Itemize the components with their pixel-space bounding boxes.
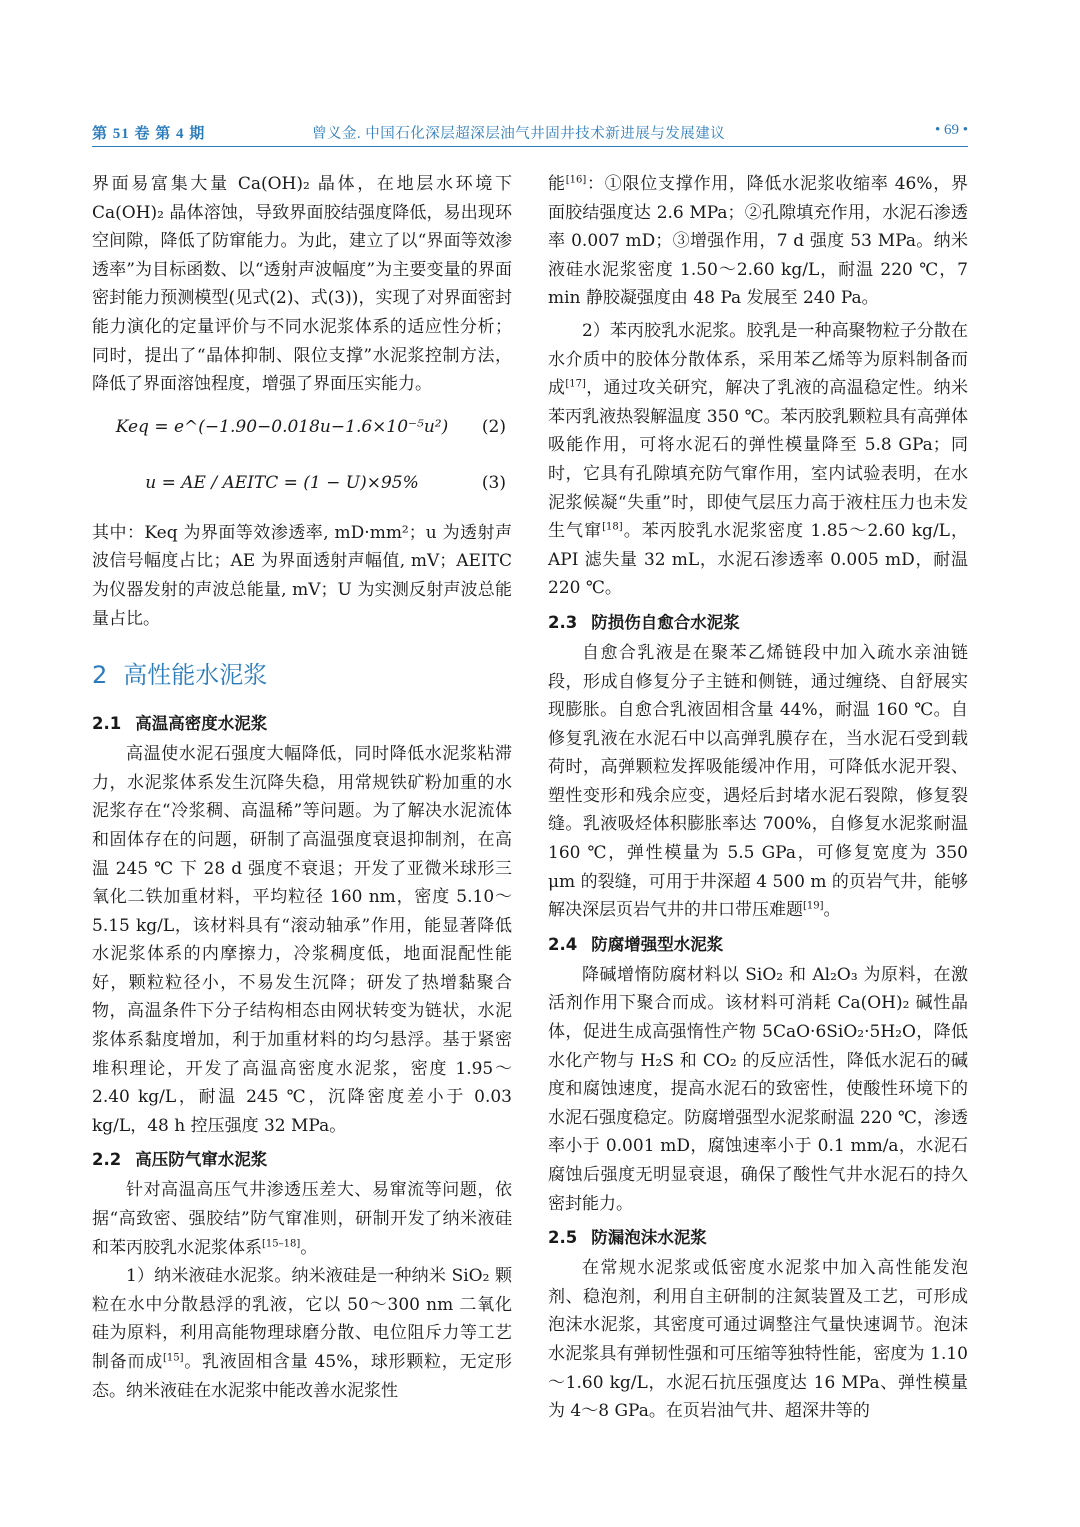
- equation-body: Keq = e^(−1.90−0.018u−1.6×10⁻⁵u²): [115, 416, 449, 437]
- paragraph-text: 。苯丙胶乳水泥浆密度 1.85～2.60 kg/L，API 滤失量 32 mL，水泥石渗透率 0.005 mD，耐温 220 ℃。: [548, 521, 968, 599]
- subsection-title: 高压防气窜水泥浆: [135, 1150, 268, 1170]
- citation: [15–18]: [262, 1237, 301, 1249]
- subsection-title: 高温高密度水泥浆: [135, 714, 268, 734]
- section-number: 2: [92, 661, 108, 690]
- paragraph: [548, 317, 968, 603]
- journal-volume: 第 51 卷 第 4 期: [92, 126, 206, 142]
- citation: [18]: [602, 521, 623, 533]
- running-header: [92, 118, 968, 148]
- equation-number: (3): [481, 472, 506, 493]
- citation: [16]: [565, 174, 587, 186]
- equation-3: [92, 459, 512, 515]
- equation-number: (2): [481, 416, 506, 437]
- section-heading: [92, 655, 512, 690]
- paragraph-text: 自愈合乳液是在聚苯乙烯链段中加入疏水亲油链段，形成自修复分子主链和侧链，通过缠绕、自舒展实现膨胀。自愈合乳液固相含量 44%，耐温 160 ℃。自修复乳液在水泥石中以高弹乳膜存在，当水泥石受到载荷时，高弹颗粒发挥吸能缓冲作用，可降低水泥开裂、塑性变形和残余应变，遇烃后封堵水泥石裂隙，修复裂缝。乳液吸烃体积膨胀率达 700%，自修复水泥浆耐温 160 ℃，弹性模量为 5.5 GPa，可修复宽度为 350 μm 的裂缝，可用于井深超 4 500 m 的页岩气井，能够解决深层页岩气井的井口带压难题: [548, 642, 968, 921]
- running-title: 曾义金. 中国石化深层超深层油气井固井技术新进展与发展建议: [312, 126, 726, 142]
- paragraph: 其中：Keq 为界面等效渗透率, mD·mm²；u 为透射声波信号幅度占比；AE 为界面透射声幅值, mV；AEITC 为仪器发射的声波总能量, mV；U 为实测反射声波总能量占比。: [92, 522, 512, 629]
- paragraph-text: ，通过攻关研究，解决了乳液的高温稳定性。纳米苯丙乳液热裂解温度 350 ℃。苯丙胶乳颗粒具有高弹体吸能作用，可将水泥石的弹性模量降至 5.8 GPa；同时，它具有孔隙填充防气窜作用，室内试验表明，在水泥浆候凝“失重”时，即使气层压力高于液柱压力也未发生气窜: [548, 378, 969, 542]
- paragraph: [92, 1262, 512, 1405]
- subsection-number: 2.2: [92, 1150, 122, 1170]
- subsection-number: 2.3: [548, 612, 578, 632]
- paragraph: 降碱增惰防腐材料以 SiO₂ 和 Al₂O₃ 为原料，在激活剂作用下聚合而成。该材料可消耗 Ca(OH)₂ 碱性晶体，促进生成高强惰性产物 5CaO·6SiO₂·5H₂O，降低水化产物与 H₂S 和 CO₂ 的反应活性，降低水泥石的碱度和腐蚀速度，提高水泥石的致密性，使酸性环境下的水泥石强度稳定。防腐增强型水泥浆耐温 220 ℃，渗透率小于 0.001 mD，腐蚀速率小于 0.1 mm/a，水泥石腐蚀后强度无明显衰退，确保了酸性气井水泥石的持久密封能力。: [548, 964, 968, 1214]
- subsection-title: 防损伤自愈合水泥浆: [591, 612, 740, 632]
- paragraph: [548, 639, 968, 925]
- paragraph-text: 。: [300, 1237, 318, 1258]
- right-column: [548, 170, 968, 1426]
- left-column: [92, 170, 512, 1405]
- paragraph-text: 能: [548, 174, 566, 194]
- paragraph: [92, 1176, 512, 1262]
- paragraph-text: 1）纳米液硅水泥浆。纳米液硅是一种纳米 SiO₂ 颗粒在水中分散悬浮的乳液，它以 50～300 nm 二氧化硅为原料，利用高能物理球磨分散、电位阻斥力等工艺制备而成: [92, 1266, 512, 1372]
- paragraph: 在常规水泥浆或低密度水泥浆中加入高性能发泡剂、稳泡剂，利用自主研制的注氮装置及工艺，可形成泡沫水泥浆，其密度可通过调整注气量快速调节。泡沫水泥浆具有弹韧性强和可压缩等独特性能，密度为 1.10～1.60 kg/L，水泥石抗压强度达 16 MPa、弹性模量为 4～8 GPa。在页岩油气井、超深井等的: [548, 1258, 968, 1422]
- subsection-heading: [92, 1146, 512, 1174]
- paragraph-text: 针对高温高压气井渗透压差大、易窜流等问题，依据“高致密、强胶结”防气窜准则，研制开发了纳米液硅和苯丙胶乳水泥浆体系: [92, 1180, 512, 1258]
- subsection-heading: [548, 1224, 968, 1252]
- subsection-title: 防漏泡沫水泥浆: [591, 1228, 707, 1248]
- citation: [19]: [803, 900, 824, 912]
- subsection-number: 2.1: [92, 714, 122, 734]
- paragraph: 高温使水泥石强度大幅降低，同时降低水泥浆粘滞力，水泥浆体系发生沉降失稳，用常规铁矿粉加重的水泥浆存在“冷浆稠、高温稀”等问题。为了解决水泥流体和固体存在的问题，研制了高温强度衰退抑制剂，在高温 245 ℃ 下 28 d 强度不衰退；开发了亚微米球形三氧化二铁加重材料，平均粒径 160 nm，密度 5.10～5.15 kg/L，该材料具有“滚动轴承”作用，能显著降低水泥浆体系的内摩擦力，冷浆稠度低，地面混配性能好，颗粒粒径小，不易发生沉降；研发了热增黏聚合物，高温条件下分子结构相态由网状转变为链状，水泥浆体系黏度增加，利于加重材料的均匀悬浮。基于紧密堆积理论，开发了高温高密度水泥浆，密度 1.95～2.40 kg/L，耐温 245 ℃，沉降密度差小于 0.03 kg/L，48 h 控压强度 32 MPa。: [92, 744, 512, 1136]
- subsection-number: 2.4: [548, 934, 578, 954]
- paragraph-text: 2）苯丙胶乳水泥浆。胶乳是一种高聚物粒子分散在水介质中的胶体分散体系，采用苯乙烯等为原料制备而成: [548, 320, 968, 399]
- paragraph-text: ：①限位支撑作用，降低水泥浆收缩率 46%，界面胶结强度达 2.6 MPa；②孔隙填充作用，水泥石渗透率 0.007 mD；③增强作用，7 d 强度 53 MPa。纳米液硅水泥浆密度 1.50～2.60 kg/L，耐温 220 ℃，7 min 静胶凝强度由 48 Pa 发展至 240 Pa。: [548, 174, 968, 309]
- equation-2: [92, 403, 512, 459]
- paragraph-text: 。: [823, 900, 841, 921]
- subsection-number: 2.5: [548, 1228, 578, 1248]
- header-rule: [92, 146, 968, 147]
- section-title: 高性能水泥浆: [123, 661, 268, 690]
- page-number: • 69 •: [934, 122, 968, 138]
- subsection-title: 防腐增强型水泥浆: [591, 934, 724, 954]
- paragraph: [548, 170, 968, 313]
- subsection-heading: [92, 710, 512, 738]
- subsection-heading: [548, 931, 968, 959]
- citation: [17]: [565, 378, 586, 390]
- subsection-heading: [548, 609, 968, 637]
- paragraph-text: 。乳液固相含量 45%，球形颗粒，无定形态。纳米液硅在水泥浆中能改善水泥浆性: [92, 1352, 512, 1401]
- paragraph: 界面易富集大量 Ca(OH)₂ 晶体，在地层水环境下 Ca(OH)₂ 晶体溶蚀，导致界面胶结强度降低，易出现环空间隙，降低了防窜能力。为此，建立了以“界面等效渗透率”为目标函数、以“透射声波幅度”为主要变量的界面密封能力预测模型(见式(2)、式(3))，实现了对界面密封能力演化的定量评价与不同水泥浆体系的适应性分析；同时，提出了“晶体抑制、限位支撑”水泥浆控制方法，降低了界面溶蚀程度，增强了界面压实能力。: [92, 174, 512, 395]
- citation: [15]: [162, 1352, 184, 1364]
- equation-body: u = AE / AEITC = (1 − U)×95%: [145, 472, 419, 493]
